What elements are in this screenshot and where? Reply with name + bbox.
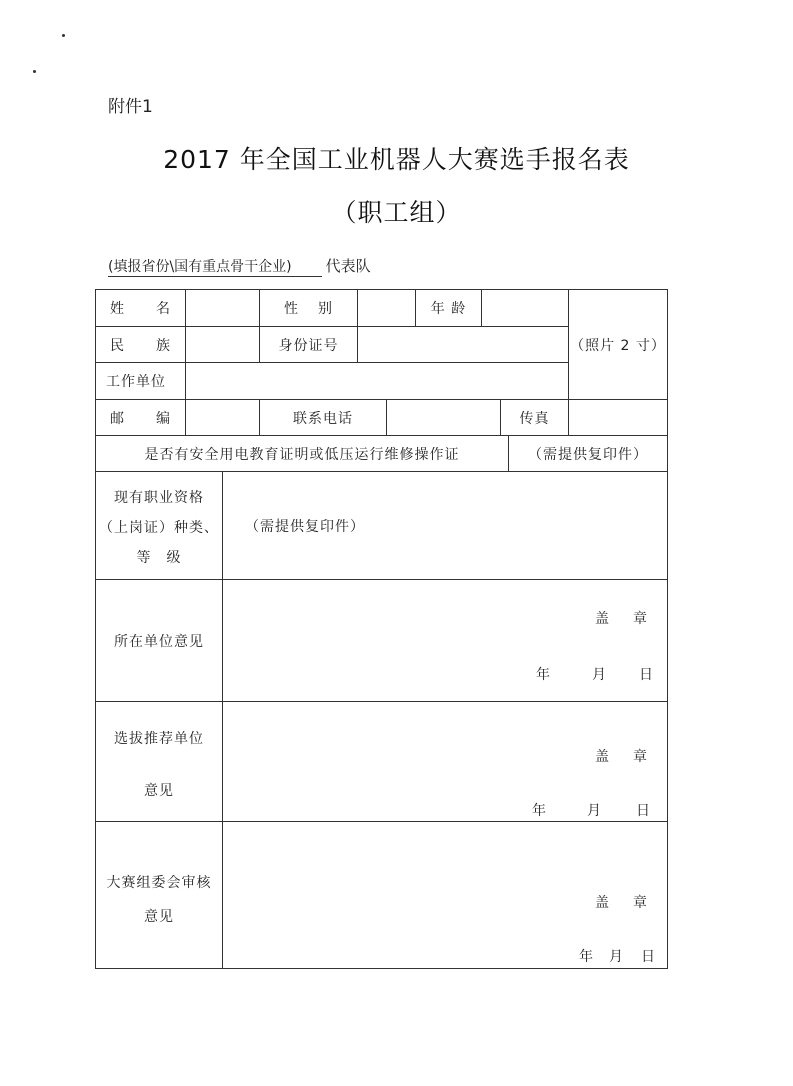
border-right: [667, 289, 668, 969]
postcode-field[interactable]: [186, 400, 259, 435]
date-month: 月: [592, 667, 607, 683]
unit-opinion-label: 所在单位意见: [114, 633, 204, 650]
seal-b: 章: [633, 749, 648, 765]
phone-label: 联系电话: [293, 410, 353, 427]
seal-a: 盖: [595, 749, 610, 765]
qualification-label: 现有职业资格 （上岗证）种类、 等 级: [99, 490, 219, 566]
name-field[interactable]: [186, 290, 259, 326]
postcode-label: 邮 编: [110, 410, 171, 427]
unit-opinion-field[interactable]: [223, 580, 667, 701]
name-label: 姓 名: [110, 301, 171, 317]
row-line: [95, 968, 668, 969]
committee-label: 大赛组委会审核 意见: [106, 875, 212, 925]
committee-opinion-field[interactable]: [223, 822, 667, 968]
seal-b: 章: [633, 895, 648, 911]
age-field[interactable]: [482, 290, 568, 326]
gender-label: 性 别: [284, 301, 333, 317]
team-line: [108, 255, 371, 277]
id-number-label: 身份证号: [278, 337, 339, 354]
date-day: 日: [639, 667, 654, 683]
seal-a: 盖: [595, 611, 610, 627]
id-number-field[interactable]: [358, 327, 568, 362]
team-suffix: 代表队: [325, 257, 371, 275]
date-day: 日: [636, 803, 651, 819]
seal-b: 章: [633, 611, 648, 627]
scan-speck: [33, 70, 36, 73]
employer-label: 工作单位: [106, 374, 166, 390]
safety-cert-note[interactable]: （需提供复印件）: [528, 446, 648, 463]
employer-field[interactable]: [186, 363, 568, 399]
ethnicity-field[interactable]: [186, 327, 259, 362]
recommend-opinion-field[interactable]: [223, 702, 667, 821]
recommend-label: 选拔推荐单位 意见: [114, 731, 204, 799]
date-year: 年: [536, 667, 551, 683]
ethnicity-label: 民 族: [110, 337, 171, 354]
seal-a: 盖: [595, 895, 610, 911]
photo-placeholder[interactable]: （照片 2 寸）: [570, 337, 666, 354]
team-fill-blank[interactable]: (填报省份\国有重点骨干企业): [108, 256, 322, 277]
date-month: 月: [587, 803, 602, 819]
date-year: 年: [579, 949, 594, 965]
fax-field[interactable]: [569, 400, 667, 435]
safety-cert-label: 是否有安全用电教育证明或低压运行维修操作证: [144, 446, 460, 463]
age-label: 年 龄: [430, 301, 467, 317]
date-year: 年: [532, 803, 547, 819]
date-day: 日: [641, 949, 656, 965]
gender-field[interactable]: [358, 290, 415, 326]
qualification-field[interactable]: （需提供复印件）: [245, 518, 365, 535]
form-title: 2017 年全国工业机器人大赛选手报名表: [163, 145, 630, 174]
scan-speck: [62, 34, 65, 37]
phone-field[interactable]: [387, 400, 500, 435]
attachment-label: 附件1: [108, 97, 153, 117]
date-month: 月: [609, 949, 624, 965]
form-subtitle: （职工组）: [331, 198, 462, 227]
fax-label: 传真: [519, 410, 550, 427]
